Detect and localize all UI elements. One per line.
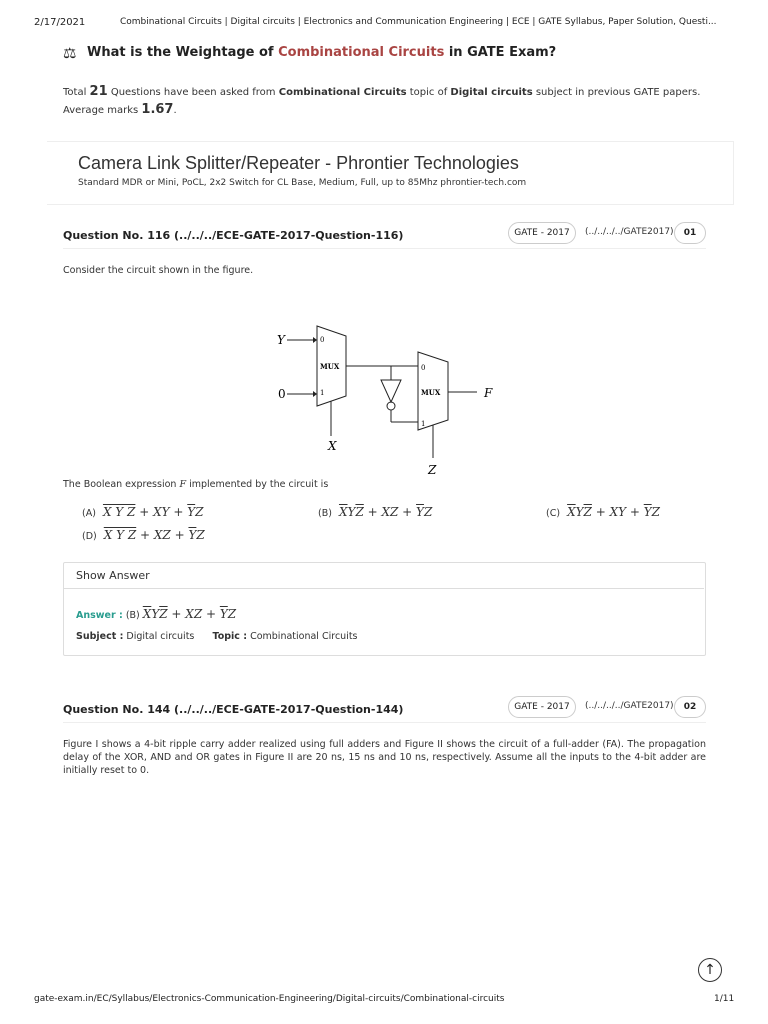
exam-link[interactable]: (../../../../GATE2017) — [585, 701, 674, 711]
answer-line: Answer : (B) $\overline{X}Y\overline{Z}$ + XZ + $\overline{Y}Z$ — [76, 607, 237, 621]
question-prompt: Figure I shows a 4-bit ripple carry adder realized using full adders and Figure II shows the circuit of a full-adder (FA). The propagation delay of the XOR, AND and OR gates in Figure II are 20 ns, 15 ns and 10 ns, respectively. Assume all the inputs to the 4-bit adder are initially reset to 0. — [63, 739, 706, 776]
weightage-summary: Total 21 Questions have been asked from Combinational Circuits topic of Digital circuits subject in previous GATE papers. Average marks 1.67. — [63, 84, 701, 117]
weightage-topic: Combinational Circuits — [278, 45, 445, 60]
option-d[interactable]: (D) X Y Z + XZ + $\overline{Y}Z$ — [82, 528, 205, 542]
ad-title[interactable]: Camera Link Splitter/Repeater - Phrontier Technologies — [78, 153, 519, 173]
question-stem: The Boolean expression F implemented by the circuit is — [63, 479, 329, 490]
print-date: 2/17/2021 — [34, 17, 86, 28]
show-answer-label[interactable]: Show Answer — [76, 569, 150, 582]
print-url: gate-exam.in/EC/Syllabus/Electronics-Communication-Engineering/Digital-circuits/Combinational-circuits — [34, 994, 505, 1004]
subject-link[interactable]: Digital circuits — [126, 631, 195, 642]
question-title[interactable]: Question No. 144 (../../../ECE-GATE-2017-Question-144) — [63, 703, 404, 716]
svg-text:MUX: MUX — [320, 362, 340, 371]
circuit-figure — [270, 318, 500, 480]
svg-text:1: 1 — [320, 389, 325, 397]
divider — [63, 248, 706, 249]
average-marks: 1.67 — [141, 102, 174, 117]
svg-text:Y: Y — [277, 333, 285, 347]
total-questions: 21 — [89, 84, 108, 99]
svg-text:F: F — [484, 386, 493, 400]
question-title[interactable]: Question No. 116 (../../../ECE-GATE-2017-Question-116) — [63, 229, 404, 242]
scale-icon: ⚖ — [63, 44, 77, 62]
question-number-badge: 02 — [674, 696, 706, 718]
topic-link[interactable]: Combinational Circuits — [250, 631, 358, 642]
svg-text:Z: Z — [428, 463, 437, 477]
option-a[interactable]: (A) X Y Z + XY + $\overline{Y}Z$ — [82, 505, 204, 519]
show-answer-toggle[interactable] — [63, 562, 704, 589]
print-page-number: 1/11 — [714, 994, 735, 1004]
svg-text:0: 0 — [278, 387, 286, 401]
svg-text:0: 0 — [320, 336, 325, 344]
svg-text:0: 0 — [421, 364, 426, 372]
question-prompt: Consider the circuit shown in the figure. — [63, 265, 254, 276]
answer-meta: Subject : Digital circuits Topic : Combinational Circuits — [76, 631, 358, 642]
weightage-heading: What is the Weightage of Combinational Circuits in GATE Exam? — [87, 45, 557, 60]
print-page-title: Combinational Circuits | Digital circuits | Electronics and Communication Engineering | ECE | GATE Syllabus, Paper Solution, Questi... — [120, 17, 717, 27]
question-number-badge: 01 — [674, 222, 706, 244]
divider — [63, 722, 706, 723]
svg-text:X: X — [328, 439, 337, 453]
option-b[interactable]: (B) $\overline{X}Y\overline{Z}$ + XZ + $\overline{Y}Z$ — [318, 505, 433, 519]
exam-badge[interactable]: GATE - 2017 — [508, 222, 576, 244]
option-c[interactable]: (C) $\overline{X}Y\overline{Z}$ + XY + $\overline{Y}Z$ — [546, 505, 660, 519]
ad-subtitle[interactable]: Standard MDR or Mini, PoCL, 2x2 Switch for CL Base, Medium, Full, up to 85Mhz phrontier-tech.com — [78, 178, 527, 188]
svg-text:MUX: MUX — [421, 388, 441, 397]
svg-text:1: 1 — [421, 420, 426, 428]
exam-badge[interactable]: GATE - 2017 — [508, 696, 576, 718]
exam-link[interactable]: (../../../../GATE2017) — [585, 227, 674, 237]
arrow-up-icon[interactable]: ↑ — [698, 958, 722, 982]
